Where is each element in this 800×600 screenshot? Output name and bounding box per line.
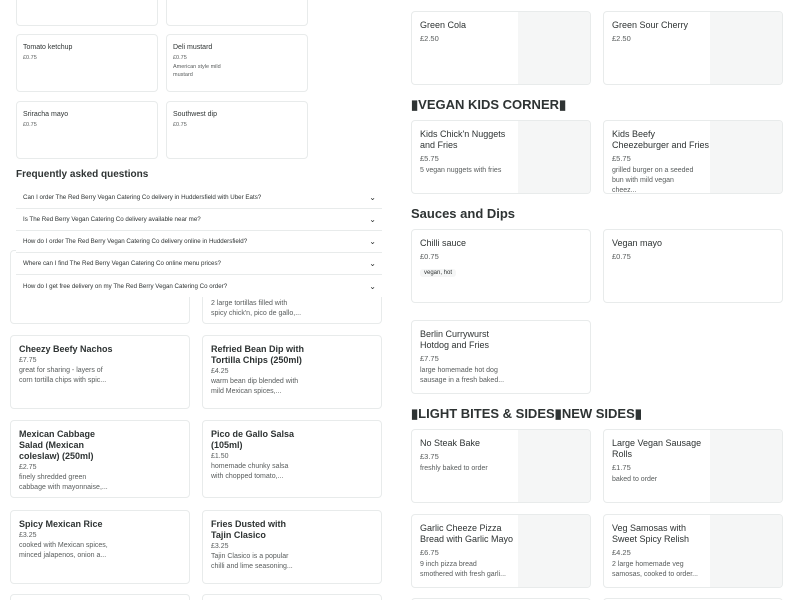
menu-item-card[interactable]: [10, 510, 190, 584]
item-price: £5.75: [612, 154, 631, 163]
item-image: [710, 121, 782, 193]
item-description: 2 large homemade veg samosas, cooked to order...: [612, 561, 698, 578]
item-title: Large Vegan Sausage Rolls: [612, 438, 702, 459]
faq-question: How do I order The Red Berry Vegan Catering Co delivery online in Huddersfield?: [23, 238, 248, 245]
menu-item-card[interactable]: [603, 120, 783, 194]
item-title: Veg Samosas with Sweet Spicy Relish: [612, 523, 690, 544]
item-title: Vegan mayo: [612, 238, 663, 248]
item-title: No Steak Bake: [420, 438, 481, 448]
menu-item-card-top-left[interactable]: [16, 0, 158, 26]
item-title: Berlin Currywurst Hotdog and Fries: [420, 329, 490, 350]
menu-item-card[interactable]: [202, 510, 382, 584]
item-title: Green Cola: [420, 20, 467, 30]
menu-item-card[interactable]: [603, 229, 783, 303]
chevron-down-icon: ⌄: [369, 259, 376, 268]
menu-item-card[interactable]: [202, 335, 382, 409]
menu-item-card[interactable]: [603, 11, 783, 85]
faq-item[interactable]: [16, 253, 382, 275]
item-price: £4.25: [211, 368, 229, 375]
menu-item-card[interactable]: [411, 429, 591, 503]
faq-question: Is The Red Berry Vegan Catering Co delivery available near me?: [23, 216, 201, 223]
item-title: Fries Dusted with Tajin Clasico: [211, 519, 287, 540]
item-price: £0.75: [23, 55, 37, 61]
item-description: baked to order: [612, 476, 658, 483]
item-image: [710, 430, 782, 502]
section-heading-sauces: Sauces and Dips: [411, 206, 516, 221]
item-price: £7.75: [19, 357, 37, 364]
item-description: American style mild mustard: [173, 64, 221, 78]
item-description: warm bean dip blended with mild Mexican spices,...: [211, 378, 299, 395]
item-title: Refried Bean Dip with Tortilla Chips (250ml): [211, 344, 305, 365]
section-heading-kids: ▮VEGAN KIDS CORNER▮: [411, 97, 567, 112]
chevron-down-icon: ⌄: [369, 193, 376, 202]
item-description: grilled burger on a seeded bun with mild vegan cheez...: [612, 167, 694, 194]
item-price: £0.75: [23, 122, 37, 128]
section-heading-light-bites: ▮LIGHT BITES & SIDES▮NEW SIDES▮: [411, 406, 642, 421]
item-price: £3.25: [211, 543, 229, 550]
item-title: Kids Beefy Cheezeburger and Fries: [612, 129, 710, 150]
faq-heading: Frequently asked questions: [16, 169, 149, 180]
menu-item-card[interactable]: [411, 120, 591, 194]
item-image: [518, 12, 590, 84]
chevron-down-icon: ⌄: [369, 237, 376, 246]
dietary-tag: vegan, hot: [420, 269, 456, 277]
item-price: £2.75: [19, 464, 37, 471]
item-description: cooked with Mexican spices, minced jalapenos, onion a...: [19, 542, 108, 559]
item-description: large homemade hot dog sausage in a fresh baked...: [420, 367, 505, 384]
item-price: £0.75: [420, 252, 439, 261]
item-title: Garlic Cheeze Pizza Bread with Garlic Mayo: [420, 523, 514, 544]
faq-item[interactable]: [16, 231, 382, 253]
menu-item-card[interactable]: [10, 420, 190, 498]
item-description: 2 large tortillas filled with spicy chick'n, pico de gallo,...: [211, 300, 302, 317]
menu-item-card[interactable]: [16, 101, 158, 159]
chevron-down-icon: ⌄: [369, 281, 376, 291]
item-title: Spicy Mexican Rice: [19, 519, 103, 529]
item-title: Cheezy Beefy Nachos: [19, 344, 113, 354]
item-price: £5.75: [420, 154, 439, 163]
item-price: £2.50: [420, 34, 439, 43]
item-price: £3.75: [420, 452, 439, 461]
item-description: finely shredded green cabbage with mayonnaise,...: [19, 474, 108, 491]
item-description: great for sharing - layers of corn tortilla chips with spic...: [19, 367, 107, 384]
item-price: £0.75: [173, 55, 187, 61]
item-description: homemade chunky salsa with chopped tomato,...: [211, 463, 289, 480]
item-title: Sriracha mayo: [23, 111, 69, 118]
item-description: 9 inch pizza bread smothered with fresh garli...: [420, 561, 506, 578]
item-title: Green Sour Cherry: [612, 20, 689, 30]
faq-item[interactable]: [16, 187, 382, 209]
item-price: £7.75: [420, 354, 439, 363]
item-image: [710, 12, 782, 84]
item-image: [518, 121, 590, 193]
item-title: Tomato ketchup: [23, 44, 73, 51]
faq-question: How do I get free delivery on my The Red Berry Vegan Catering Co order?: [23, 282, 228, 290]
item-title: Kids Chick'n Nuggets and Fries: [420, 129, 506, 150]
menu-item-card[interactable]: [16, 34, 158, 92]
item-description: Tajin Clasico is a popular chilli and lime seasoning...: [211, 553, 293, 570]
menu-item-card[interactable]: [603, 514, 783, 588]
item-title: Deli mustard: [173, 44, 213, 51]
item-price: £0.75: [173, 122, 187, 128]
menu-item-card[interactable]: [202, 420, 382, 498]
item-price: £2.50: [612, 34, 631, 43]
menu-item-card[interactable]: [166, 101, 308, 159]
menu-item-card[interactable]: [411, 229, 591, 303]
item-title: Southwest dip: [173, 111, 217, 118]
faq-item[interactable]: [16, 275, 382, 297]
faq-question: Where can I find The Red Berry Vegan Catering Co online menu prices?: [23, 260, 221, 267]
menu-item-card[interactable]: [166, 34, 308, 92]
menu-item-card-top-right[interactable]: [166, 0, 308, 26]
item-price: £0.75: [612, 252, 631, 261]
item-image: [518, 515, 590, 587]
menu-item-card[interactable]: [603, 429, 783, 503]
item-price: £3.25: [19, 532, 37, 539]
item-title: Pico de Gallo Salsa (105ml): [211, 429, 295, 450]
item-description: 5 vegan nuggets with fries: [420, 167, 502, 174]
menu-item-card[interactable]: [10, 335, 190, 409]
item-title: Chilli sauce: [420, 238, 467, 248]
chevron-down-icon: ⌄: [369, 215, 376, 224]
item-price: £1.75: [612, 463, 631, 472]
menu-item-card[interactable]: [411, 11, 591, 85]
item-price: £4.25: [612, 548, 631, 557]
item-image: [518, 430, 590, 502]
menu-item-card[interactable]: [10, 594, 190, 600]
item-description: freshly baked to order: [420, 465, 488, 472]
faq-question: Can I order The Red Berry Vegan Catering Co delivery in Huddersfield with Uber Eats?: [23, 194, 262, 201]
menu-item-card[interactable]: [411, 320, 591, 394]
menu-item-card[interactable]: [202, 594, 382, 600]
item-image: [710, 515, 782, 587]
item-price: £1.50: [211, 453, 229, 460]
faq-item[interactable]: [16, 209, 382, 231]
item-title: Mexican Cabbage Salad (Mexican coleslaw) (250ml): [19, 429, 96, 461]
item-price: £6.75: [420, 548, 439, 557]
menu-item-card[interactable]: [411, 514, 591, 588]
